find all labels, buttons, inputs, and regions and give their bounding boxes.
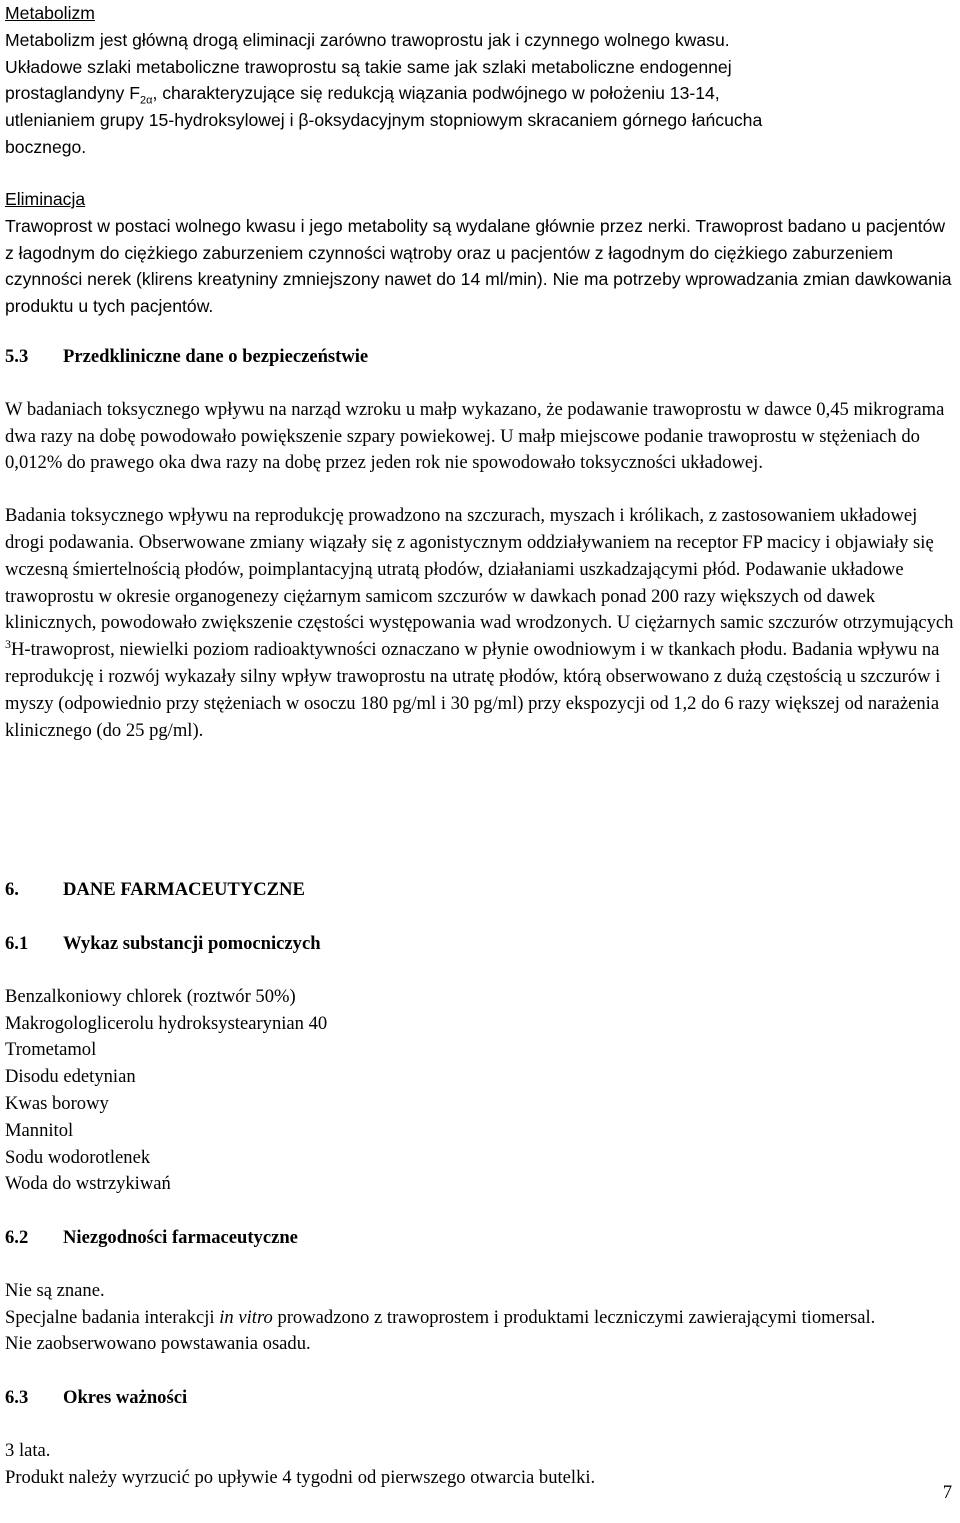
list-item: Benzalkoniowy chlorek (roztwór 50%) [5,985,296,1007]
metabolism-line-3 [5,80,957,107]
incompat-line-2-post: prowadzono z trawoprostem i produktami leczniczymi zawierającymi tiomersal. Nie zaobserwowano powstawania osadu. [5,1306,876,1355]
list-item: Mannitol [5,1119,74,1141]
incompat-title: Niezgodności farmaceutyczne [63,1227,298,1248]
preclinical-number: 5.3 [5,346,29,367]
excipients-section [5,931,957,1198]
metabolism-title: Metabolizm [5,3,95,23]
incompat-line-2 [5,1305,957,1359]
metabolism-section [5,0,957,161]
preclinical-heading [5,344,957,371]
elimination-body: Trawoprost w postaci wolnego kwasu i jego metabolity są wydalane głównie przez nerki. Trawoprost badano u pacjentów z łagodnym do ciężkiego zaburzeniem czynności wątroby oraz u pacjentów z łagodnym do ciężkiego zaburzeniem czynności nerek (klirens kreatyniny zmniejszony nawet do 14 ml/min). Nie ma potrzeby wprowadzania zmian dawkowania produktu u tych pacjentów. [5,215,952,317]
preclinical-paragraph-2 [5,503,957,744]
elimination-section [5,186,957,320]
metabolism-line-2: Układowe szlaki metaboliczne trawoprostu są takie same jak szlaki metaboliczne endogennej [5,56,732,77]
shelf-section [5,1385,957,1491]
preclinical-paragraph-2-pre: Badania toksycznego wpływu na reprodukcję prowadzono na szczurach, myszach i królikach, z zastosowaniem układowej drogi podawania. Obserwowane zmiany wiązały się z agonistycznym oddziaływaniem na receptor FP macicy i objawiały się wczesną śmiertelnością płodów, poimplantacyjną utratą płodów, działaniami uszkadzającymi płód. Podawanie układowe trawoprostu w okresie organogenezy ciężarnym samicom szczurów w dawkach ponad 200 razy większych od dawek klinicznych, powodowało zwiększenie częstości występowania wad wrodzonych. U ciężarnych samic szczurów otrzymujących [5,505,954,634]
list-item: Makrogologlicerolu hydroksystearynian 40 [5,1012,328,1034]
page-number: 7 [942,1482,952,1503]
metabolism-line-5: bocznego. [5,136,87,157]
pharma-number: 6. [5,879,19,900]
metabolism-subscript: 2α [139,94,153,107]
preclinical-section [5,344,957,744]
shelf-line-2: Produkt należy wyrzucić po upływie 4 tygodni od pierwszego otwarcia butelki. [5,1466,596,1488]
incompat-number: 6.2 [5,1227,29,1248]
metabolism-line-1: Metabolizm jest główną drogą eliminacji zarówno trawoprostu jak i czynnego wolnego kwasu. [5,29,730,50]
incompat-line-2-pre: Specjalne badania interakcji [5,1306,220,1328]
list-item: Sodu wodorotlenek [5,1146,151,1168]
pharma-title: DANE FARMACEUTYCZNE [63,879,305,900]
pharma-heading [5,877,957,904]
incompat-heading [5,1225,957,1252]
metabolism-line-3-post: , charakteryzujące się redukcją wiązania podwójnego w położeniu 13-14, [152,83,720,104]
excipients-number: 6.1 [5,933,29,954]
preclinical-superscript: 3 [5,636,11,651]
shelf-line-1: 3 lata. [5,1439,51,1461]
incompat-line-1: Nie są znane. [5,1279,105,1301]
metabolism-line-4: utlenianiem grupy 15-hydroksylowej i β-oksydacyjnym stopniowym skracaniem górnego łańcucha [5,110,763,131]
pharma-section [5,877,957,904]
list-item: Kwas borowy [5,1092,109,1114]
excipients-title: Wykaz substancji pomocniczych [63,933,321,954]
incompat-line-2-emphasis: in vitro [219,1306,273,1328]
preclinical-paragraph-2-post: H-trawoprost, niewielki poziom radioaktywności oznaczano w płynie owodniowym i w tkankach płodu. Badania wpływu na reprodukcję i rozwój wykazały silny wpływ trawoprostu na utratę płodów, którą obserwowano z dużą częstością u szczurów i myszy (odpowiednio przy stężeniach w osoczu 180 pg/ml i 30 pg/ml) przy ekspozycji od 1,2 do 6 razy większej od narażenia klinicznego (do 25 pg/ml). [5,639,941,741]
metabolism-line-3-pre: prostaglandyny F [5,83,140,104]
elimination-title: Eliminacja [5,189,86,209]
preclinical-paragraph-1: W badaniach toksycznego wpływu na narząd wzroku u małp wykazano, że podawanie trawoprostu w dawce 0,45 mikrograma dwa razy na dobę powodowało powiększenie szpary powiekowej. U małp miejscowe podanie trawoprostu w stężeniach do 0,012% do prawego oka dwa razy na dobę przez jeden rok nie spowodowało toksyczności układowej. [5,398,945,474]
shelf-heading [5,1385,957,1412]
list-item: Disodu edetynian [5,1066,136,1088]
excipients-list [5,984,957,1198]
preclinical-title: Przedkliniczne dane o bezpieczeństwie [63,346,369,367]
list-item: Trometamol [5,1039,97,1061]
shelf-number: 6.3 [5,1387,29,1408]
incompat-section [5,1225,957,1358]
list-item: Woda do wstrzykiwań [5,1173,171,1195]
excipients-heading [5,931,957,958]
shelf-title: Okres ważności [63,1387,188,1408]
